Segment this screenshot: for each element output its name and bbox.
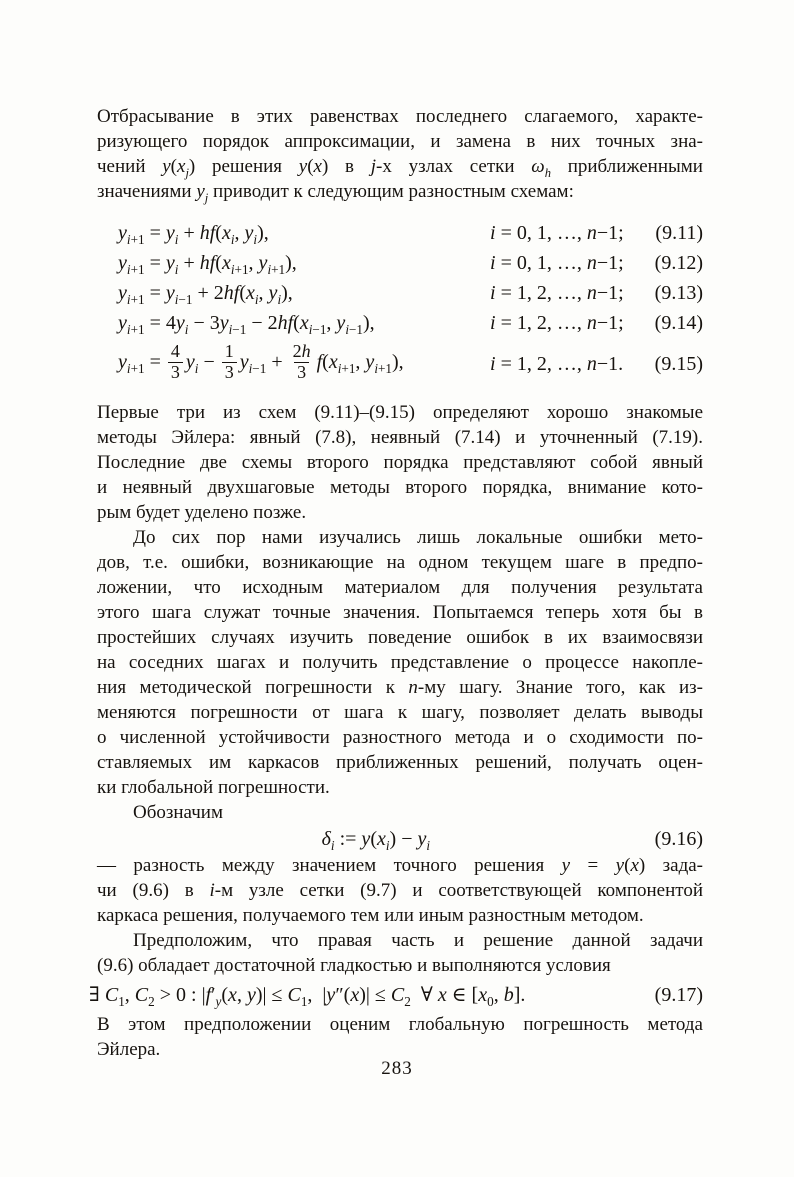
equation-condition: i = 0, 1, …, n−1; [490,251,624,274]
equation-9-14 [97,308,703,338]
text-line: меняются погрешности от шага к шагу, позволяет делать выводы [97,702,703,723]
equation-number: (9.13) [654,281,703,304]
equation-number: (9.14) [654,311,703,334]
text-line: на соседних шагах и получить представление о процессе накопле- [97,652,703,673]
paragraph-delta-definition [97,853,703,928]
paragraph-intro [97,104,703,204]
equation-lhs: $y_{i+1} = y_i + hf(x_{i+1}$, $y_{i+1}$), [118,251,297,277]
text-line: и неявный двухшаговые методы второго порядка, внимание кото- [97,477,703,498]
text-line: До сих пор нами изучались лишь локальные ошибки мето- [133,527,703,548]
equation-body: $\delta_i$ := $y(x_i) - y_i$ [321,827,431,853]
equation-lhs: $y_{i+1}$ = $\frac{4}{3}$ $y_i$ − $\frac{1}{3}$ $y_{i-1}$ + $\frac{2h}{3}$ $f(x_{i+1}$, $y_{i+1}$), [118,341,404,382]
text-block [89,104,704,1062]
equation-9-12 [97,248,703,278]
text-line: методы Эйлера: явный (7.8), неявный (7.14) и уточненный (7.19). [97,427,703,448]
text-line: чений $y(x_j)$ решения y(x) в j-х узлах сетки $\omega_h$ приближенными [97,156,703,180]
text-line: каркаса решения, получаемого тем или иным разностным методом. [97,905,644,926]
paragraph-local-errors [97,525,703,800]
page-number: 283 [381,1058,413,1079]
equation-number: (9.15) [654,352,703,375]
equation-number: (9.17) [654,983,703,1006]
equation-lhs: $y_{i+1} = y_{i-1} + 2hf(x_i$, $y_i$), [118,281,293,307]
equation-lhs: $y_{i+1} = 4y_i - 3y_{i-1} - 2hf(x_{i-1}$, $y_{i-1}$), [118,311,375,337]
text-line: Первые три из схем (9.11)–(9.15) определяют хорошо знакомые [97,402,703,423]
equation-9-15 [97,338,703,390]
text-line: ставляемых им каркасов приближенных решений, получать оцен- [97,752,703,773]
equation-9-17 [89,978,703,1012]
text-line: Последние две схемы второго порядка представляют собой явный [97,452,703,473]
equation-9-16 [97,825,703,853]
text-line: В этом предположении оценим глобальную погрешность метода [97,1014,703,1035]
equation-9-13 [97,278,703,308]
text-line: Отбрасывание в этих равенствах последнего слагаемого, характе- [97,106,703,127]
equation-number: (9.12) [654,251,703,274]
text-line: чи (9.6) в i-м узле сетки (9.7) и соответствующей компонентой [97,880,703,901]
text-line: рым будет уделено позже. [97,502,307,523]
text-line: этого шага служат точные значения. Попытаемся теперь хотя бы в [97,602,703,623]
text-line: — разность между значением точного решения y = y(x) зада- [97,855,704,876]
equation-number: (9.16) [654,827,703,850]
denote-label: Обозначим [133,802,223,823]
equation-body: ∃ $C_1$, $C_2 > 0$ : $|f'_y(x$, $y)| \le C_1$, $|y''(x)| \le C_2$ ∀ x ∈ [$x_0$, b]. [89,983,526,1009]
text-line: Эйлера. [97,1039,161,1060]
equation-block [97,218,703,390]
equation-condition: i = 1, 2, …, n−1. [490,352,624,375]
equation-lhs: $y_{i+1} = y_i + hf(x_i$, $y_i$), [118,221,269,247]
equation-condition: i = 1, 2, …, n−1; [490,311,624,334]
text-line: ки глобальной погрешности. [97,777,330,798]
paragraph-schemes-summary [97,400,703,525]
equation-number: (9.11) [655,221,703,244]
equation-condition: i = 0, 1, …, n−1; [490,221,624,244]
text-line: (9.6) обладает достаточной гладкостью и выполняются условия [97,955,611,976]
text-line: простейших случаях изучить поведение ошибок в их взаимосвязи [97,627,703,648]
text-line: значениями $y_j$ приводит к следующим разностным схемам: [97,181,574,205]
text-line: ризующего порядок аппроксимации, и замена в них точных зна- [97,131,703,152]
text-line: дов, т.е. ошибки, возникающие на одном текущем шаге в предпо- [97,552,703,573]
equation-9-11 [97,218,703,248]
text-line: ложении, что исходным материалом для получения результата [97,577,703,598]
text-line: ния методической погрешности к n-му шагу. Знание того, как из- [97,677,703,698]
paragraph-closing [97,1012,703,1062]
paragraph-assumption [97,928,703,978]
text-line: Предположим, что правая часть и решение данной задачи [133,930,703,951]
text-line: о численной устойчивости разностного метода и о сходимости по- [97,727,703,748]
equation-condition: i = 1, 2, …, n−1; [490,281,624,304]
